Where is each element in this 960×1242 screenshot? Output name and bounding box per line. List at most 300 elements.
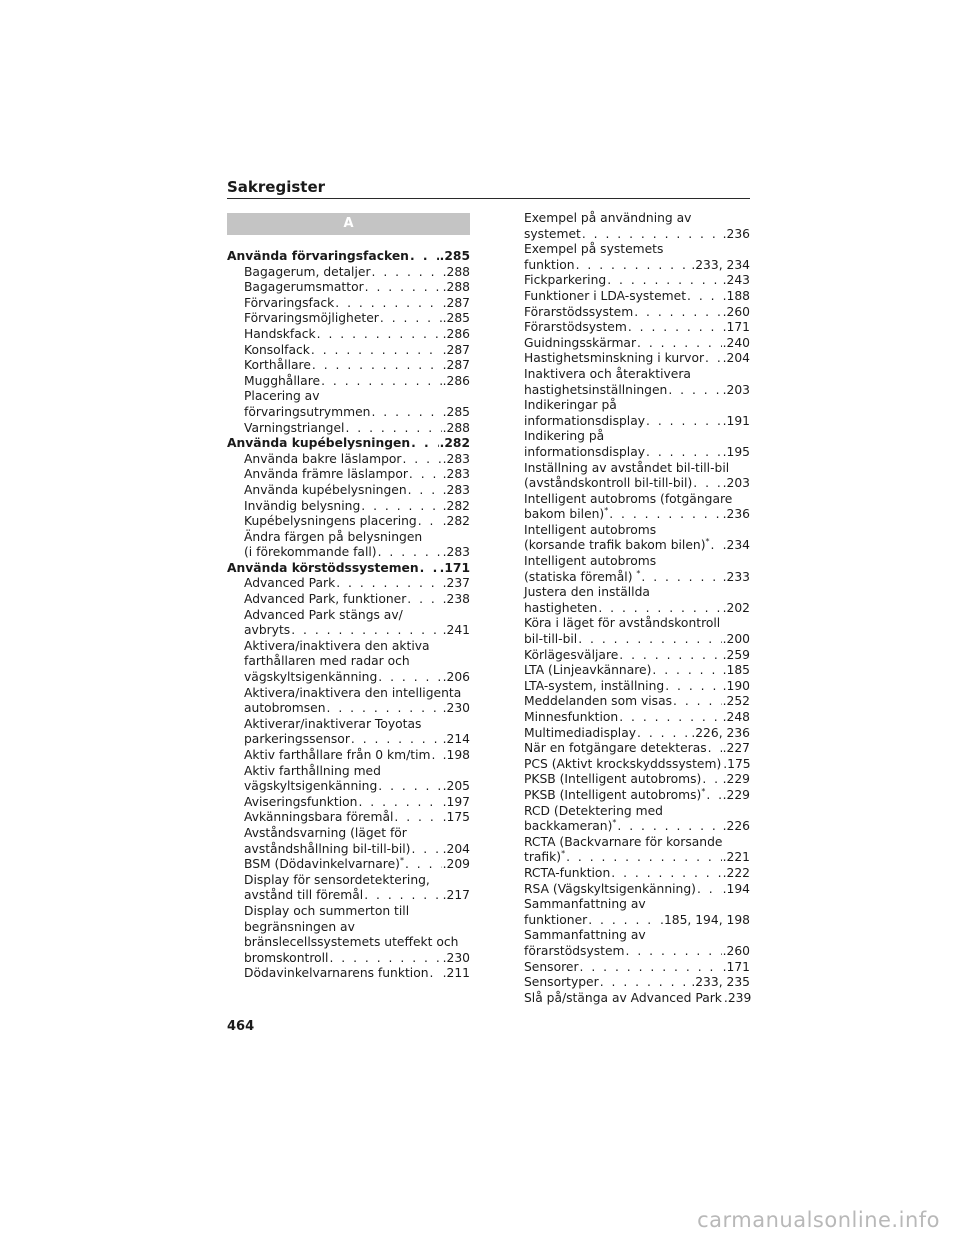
entry-text bbox=[244, 327, 316, 343]
footnote-marker: * bbox=[701, 786, 706, 796]
index-entry bbox=[227, 873, 470, 889]
index-entry bbox=[524, 710, 750, 726]
index-column-left bbox=[227, 249, 470, 982]
index-entry bbox=[524, 336, 750, 352]
index-entry bbox=[227, 530, 470, 546]
entry-text bbox=[524, 336, 636, 352]
entry-label: Slå på/stänga av Advanced Park bbox=[524, 990, 722, 1005]
entry-text bbox=[524, 991, 722, 1007]
entry-text bbox=[227, 436, 410, 452]
header-divider bbox=[227, 198, 750, 199]
index-column-right bbox=[524, 211, 750, 1006]
entry-label: LTA-system, inställning bbox=[524, 678, 665, 693]
entry-label: Aktiv farthållare från 0 km/tim bbox=[244, 748, 431, 762]
entry-text: bränslecellssystemets uteffekt och bbox=[244, 935, 459, 950]
dot-leader bbox=[687, 289, 722, 305]
entry-label: vägskyltsigenkänning bbox=[244, 670, 378, 685]
dot-leader bbox=[358, 795, 441, 811]
entry-text bbox=[244, 592, 406, 608]
entry-text: Inaktivera och återaktivera bbox=[524, 366, 691, 381]
entry-label: Körlägesväljare bbox=[524, 647, 619, 662]
index-entry bbox=[524, 258, 750, 274]
entry-text bbox=[524, 850, 565, 866]
entry-label: Bagagerum, detaljer bbox=[244, 264, 371, 279]
entry-text: Aktiv farthållning med bbox=[244, 763, 381, 778]
index-entry bbox=[227, 389, 470, 405]
entry-text bbox=[524, 819, 616, 835]
dot-leader bbox=[365, 280, 442, 296]
entry-text bbox=[524, 944, 625, 960]
entry-page-ref: .233, 234 bbox=[691, 257, 750, 272]
dot-leader bbox=[410, 249, 439, 265]
footnote-marker: * bbox=[561, 849, 566, 859]
dot-leader bbox=[311, 343, 442, 359]
index-entry bbox=[524, 694, 750, 710]
entry-text bbox=[524, 710, 618, 726]
entry-text bbox=[524, 694, 672, 710]
entry-text bbox=[244, 857, 404, 873]
entry-text bbox=[524, 648, 618, 664]
entry-label: Minnesfunktion bbox=[524, 710, 619, 724]
entry-page-ref: .203 bbox=[722, 476, 750, 491]
index-entry bbox=[227, 904, 470, 920]
entry-text bbox=[524, 258, 575, 274]
index-entry bbox=[227, 951, 470, 967]
section-letter-band: A bbox=[227, 213, 470, 235]
entry-page-ref: .285 bbox=[439, 249, 470, 263]
dot-leader bbox=[394, 810, 441, 826]
index-entry bbox=[227, 857, 470, 873]
entry-page-ref: .282 bbox=[439, 436, 470, 451]
entry-page-ref: .236 bbox=[722, 226, 750, 241]
entry-label: Multimediadisplay bbox=[524, 725, 637, 740]
entry-label: Använda kupébelysningen bbox=[244, 482, 407, 497]
dot-leader bbox=[705, 351, 722, 367]
entry-text bbox=[524, 414, 645, 430]
index-entry bbox=[524, 804, 750, 820]
footnote-marker: * bbox=[399, 856, 404, 866]
index-entry bbox=[524, 351, 750, 367]
index-entry bbox=[524, 632, 750, 648]
entry-label: Hastighetsminskning i kurvor bbox=[524, 351, 705, 366]
entry-page-ref: .175 bbox=[723, 756, 751, 771]
index-entry bbox=[524, 507, 750, 523]
index-entry bbox=[227, 467, 470, 483]
index-entry bbox=[524, 585, 750, 601]
entry-page-ref: .200 bbox=[722, 632, 750, 647]
footnote-marker: * bbox=[705, 537, 710, 547]
entry-text bbox=[524, 866, 610, 882]
index-entry bbox=[227, 670, 470, 686]
entry-label: avståndshållning bil-till-bil) bbox=[244, 841, 411, 856]
entry-label: förvaringsutrymmen bbox=[244, 404, 371, 419]
entry-label: PKSB (Intelligent autobroms) bbox=[524, 787, 702, 802]
index-entry bbox=[227, 701, 470, 717]
entry-label: Advanced Park bbox=[244, 576, 336, 591]
entry-text: Köra i läget för avståndskontroll bbox=[524, 616, 721, 631]
entry-label: RCTA-funktion bbox=[524, 865, 611, 880]
entry-page-ref: .171 bbox=[722, 320, 750, 335]
footnote-marker: * bbox=[612, 818, 617, 828]
entry-label: Varningstriangel bbox=[244, 420, 345, 435]
dot-leader bbox=[665, 679, 721, 695]
entry-page-ref: .243 bbox=[722, 273, 750, 288]
dot-leader bbox=[408, 483, 442, 499]
entry-label: Avkänningsbara föremål bbox=[244, 810, 394, 825]
entry-text bbox=[524, 960, 579, 976]
index-entry bbox=[227, 654, 470, 670]
entry-text bbox=[524, 757, 721, 773]
dot-leader bbox=[708, 741, 722, 757]
index-entry bbox=[524, 445, 750, 461]
entry-text bbox=[244, 810, 393, 826]
index-entry bbox=[524, 882, 750, 898]
entry-page-ref: .205 bbox=[442, 779, 470, 794]
entry-text bbox=[244, 888, 363, 904]
index-entry bbox=[524, 538, 750, 554]
index-entry bbox=[524, 944, 750, 960]
dot-leader bbox=[411, 842, 441, 858]
dot-leader bbox=[351, 732, 442, 748]
entry-page-ref: .288 bbox=[442, 264, 470, 279]
dot-leader bbox=[646, 445, 722, 461]
entry-page-ref: .283 bbox=[442, 482, 470, 497]
entry-text bbox=[244, 280, 364, 296]
watermark: carmanualsonline.info bbox=[697, 1208, 940, 1232]
entry-text bbox=[244, 966, 429, 982]
dot-leader bbox=[371, 405, 441, 421]
entry-page-ref: .194 bbox=[722, 881, 750, 896]
entry-label: Funktioner i LDA-systemet bbox=[524, 288, 687, 303]
dot-leader bbox=[706, 788, 721, 804]
entry-page-ref: .240 bbox=[722, 335, 750, 350]
dot-leader bbox=[430, 966, 442, 982]
index-entry bbox=[227, 779, 470, 795]
index-entry bbox=[524, 866, 750, 882]
entry-text: Indikering på bbox=[524, 429, 605, 444]
entry-label: Mugghållare bbox=[244, 373, 321, 388]
index-entry bbox=[227, 842, 470, 858]
entry-label: trafik) bbox=[524, 850, 562, 865]
entry-page-ref: .217 bbox=[442, 888, 470, 903]
dot-leader bbox=[617, 819, 721, 835]
entry-label: parkeringssensor bbox=[244, 732, 350, 747]
index-entry bbox=[524, 383, 750, 399]
dot-leader bbox=[361, 499, 441, 515]
index-entry bbox=[227, 296, 470, 312]
entry-page-ref: .175 bbox=[442, 810, 470, 825]
entry-page-ref: .285 bbox=[442, 311, 470, 326]
index-entry bbox=[227, 358, 470, 374]
entry-text: Aktivera/inaktivera den aktiva bbox=[244, 638, 430, 653]
entry-page-ref: .195 bbox=[722, 444, 750, 459]
index-entry bbox=[524, 476, 750, 492]
entry-page-ref: .248 bbox=[722, 710, 750, 724]
entry-page-ref: .252 bbox=[722, 694, 750, 709]
entry-label: Förvaringsmöjligheter bbox=[244, 311, 379, 326]
index-entry bbox=[524, 616, 750, 632]
entry-page-ref: .226 bbox=[722, 819, 750, 834]
entry-page-ref: .230 bbox=[442, 950, 470, 965]
dot-leader bbox=[637, 336, 722, 352]
entry-page-ref: .239 bbox=[723, 990, 752, 1005]
entry-text: RCTA (Backvarnare för korsande bbox=[524, 834, 723, 849]
dot-leader bbox=[609, 507, 721, 523]
index-entry bbox=[524, 242, 750, 258]
index-entry bbox=[227, 343, 470, 359]
entry-text: Intelligent autobroms (fotgängare bbox=[524, 491, 733, 506]
entry-page-ref: .206 bbox=[442, 670, 470, 685]
dot-leader bbox=[711, 538, 722, 554]
entry-page-ref: .197 bbox=[442, 794, 470, 809]
dot-leader bbox=[378, 545, 442, 561]
entry-page-ref: .214 bbox=[442, 732, 470, 747]
entry-label: förarstödsystem bbox=[524, 943, 625, 958]
entry-text bbox=[524, 289, 686, 305]
entry-text bbox=[524, 601, 597, 617]
dot-leader bbox=[619, 648, 721, 664]
index-entry bbox=[524, 928, 750, 944]
entry-text bbox=[244, 374, 320, 390]
index-entry bbox=[227, 327, 470, 343]
entry-text bbox=[524, 305, 633, 321]
index-entry bbox=[524, 726, 750, 742]
dot-leader bbox=[693, 476, 721, 492]
index-entry bbox=[524, 523, 750, 539]
entry-page-ref: .287 bbox=[442, 342, 470, 357]
entry-text bbox=[244, 951, 328, 967]
index-entry bbox=[524, 367, 750, 383]
dot-leader bbox=[364, 888, 441, 904]
index-entry bbox=[524, 461, 750, 477]
page-title: Sakregister bbox=[227, 178, 326, 196]
dot-leader bbox=[372, 265, 442, 281]
entry-label: avbryts bbox=[244, 623, 291, 638]
dot-leader bbox=[345, 421, 441, 437]
entry-page-ref: .283 bbox=[442, 545, 470, 560]
dot-leader bbox=[580, 960, 722, 976]
dot-leader bbox=[668, 383, 721, 399]
entry-label: Använda körstödssystemen bbox=[227, 560, 419, 575]
index-entry bbox=[227, 608, 470, 624]
entry-text bbox=[244, 670, 377, 686]
entry-text: Intelligent autobroms bbox=[524, 522, 657, 537]
dot-leader bbox=[611, 866, 721, 882]
entry-page-ref: .285 bbox=[442, 404, 470, 419]
entry-label: Sensorer bbox=[524, 959, 579, 974]
index-entry bbox=[524, 648, 750, 664]
entry-text bbox=[524, 507, 608, 523]
entry-page-ref: .188 bbox=[722, 288, 750, 303]
entry-text: Exempel på användning av bbox=[524, 211, 692, 225]
entry-text bbox=[244, 265, 371, 281]
dot-leader bbox=[652, 663, 721, 679]
entry-text bbox=[244, 701, 326, 717]
dot-leader bbox=[641, 570, 721, 586]
entry-label: Fickparkering bbox=[524, 273, 607, 288]
dot-leader bbox=[673, 694, 722, 710]
entry-label: När en fotgängare detekteras bbox=[524, 741, 707, 756]
entry-label: (statiska föremål) bbox=[524, 569, 637, 584]
index-entry bbox=[524, 835, 750, 851]
index-entry bbox=[524, 398, 750, 414]
entry-text bbox=[244, 452, 401, 468]
entry-label: backkameran) bbox=[524, 819, 613, 834]
entry-label: informationsdisplay bbox=[524, 444, 646, 459]
index-entry bbox=[524, 772, 750, 788]
entry-text bbox=[524, 320, 627, 336]
index-entry bbox=[524, 211, 750, 227]
entry-page-ref: .198 bbox=[442, 748, 470, 762]
entry-text: Sammanfattning av bbox=[524, 897, 646, 912]
entry-label: LTA (Linjeavkännare) bbox=[524, 663, 652, 678]
index-entry bbox=[524, 305, 750, 321]
entry-page-ref: .287 bbox=[442, 358, 470, 373]
entry-text bbox=[244, 514, 417, 530]
dot-leader bbox=[607, 273, 721, 289]
entry-page-ref: .283 bbox=[442, 451, 470, 466]
entry-label: Konsolfack bbox=[244, 342, 310, 357]
entry-text bbox=[524, 351, 704, 367]
index-entry bbox=[524, 991, 750, 1007]
dot-leader bbox=[378, 779, 441, 795]
entry-page-ref: .226, 236 bbox=[691, 725, 750, 740]
entry-page-ref: .236 bbox=[722, 507, 750, 522]
entry-page-ref: .286 bbox=[442, 373, 470, 388]
index-entry bbox=[227, 686, 470, 702]
dot-leader bbox=[321, 374, 442, 390]
entry-label: Förvaringsfack bbox=[244, 295, 335, 310]
entry-page-ref: .221 bbox=[722, 850, 750, 865]
entry-text: Inställning av avståndet bil-till-bil bbox=[524, 460, 730, 475]
entry-page-ref: .230 bbox=[442, 701, 470, 716]
dot-leader bbox=[598, 601, 721, 617]
entry-page-ref: .287 bbox=[442, 295, 470, 310]
index-entry bbox=[227, 764, 470, 780]
entry-page-ref: .260 bbox=[722, 943, 750, 958]
index-entry bbox=[524, 492, 750, 508]
dot-leader bbox=[566, 850, 722, 866]
entry-label: Bagagerumsmattor bbox=[244, 280, 364, 295]
entry-page-ref: .209 bbox=[442, 857, 470, 872]
index-entry bbox=[524, 913, 750, 929]
entry-text bbox=[524, 445, 645, 461]
index-entry bbox=[227, 810, 470, 826]
entry-label: Använda främre läslampor bbox=[244, 467, 408, 482]
entry-label: Korthållare bbox=[244, 358, 311, 373]
entry-label: informationsdisplay bbox=[524, 413, 646, 428]
entry-label: Advanced Park, funktioner bbox=[244, 592, 407, 607]
entry-page-ref: .190 bbox=[722, 678, 750, 693]
entry-text bbox=[524, 663, 651, 679]
dot-leader bbox=[582, 227, 722, 243]
entry-text bbox=[244, 358, 311, 374]
entry-label: Invändig belysning bbox=[244, 498, 361, 513]
entry-page-ref: .171 bbox=[439, 560, 470, 575]
entry-text: Display för sensordetektering, bbox=[244, 872, 430, 887]
entry-text bbox=[524, 273, 606, 289]
dot-leader bbox=[312, 358, 442, 374]
index-entry bbox=[227, 452, 470, 468]
entry-label: bromskontroll bbox=[244, 950, 329, 965]
index-entry bbox=[524, 289, 750, 305]
dot-leader bbox=[634, 305, 721, 321]
entry-label: systemet bbox=[524, 226, 581, 241]
index-entry bbox=[524, 679, 750, 695]
index-entry bbox=[227, 483, 470, 499]
entry-page-ref: .233, 235 bbox=[691, 975, 750, 990]
entry-page-ref: .288 bbox=[442, 420, 470, 435]
dot-leader bbox=[378, 670, 441, 686]
entry-text: Indikeringar på bbox=[524, 398, 617, 413]
entry-text: Exempel på systemets bbox=[524, 242, 664, 257]
entry-label: PCS (Aktivt krockskyddssystem) bbox=[524, 756, 722, 771]
dot-leader bbox=[578, 632, 721, 648]
entry-label: (avståndskontroll bil-till-bil) bbox=[524, 476, 693, 491]
index-entry bbox=[227, 748, 470, 764]
entry-label: Kupébelysningens placering bbox=[244, 514, 417, 529]
entry-text bbox=[244, 296, 334, 312]
dot-leader bbox=[646, 414, 722, 430]
entry-text bbox=[244, 545, 377, 561]
index-entry bbox=[227, 280, 470, 296]
entry-text bbox=[524, 227, 581, 243]
entry-text bbox=[524, 726, 636, 742]
dot-leader bbox=[402, 452, 441, 468]
entry-text bbox=[524, 788, 705, 804]
entry-label: hastighetsinställningen bbox=[524, 382, 668, 397]
entry-text bbox=[524, 632, 577, 648]
dot-leader bbox=[637, 726, 690, 742]
index-entry bbox=[524, 788, 750, 804]
entry-text bbox=[244, 405, 370, 421]
dot-leader bbox=[327, 701, 442, 717]
dot-leader bbox=[697, 882, 722, 898]
dot-leader bbox=[576, 258, 691, 274]
index-entry bbox=[227, 311, 470, 327]
entry-page-ref: .286 bbox=[442, 326, 470, 341]
index-entry bbox=[227, 561, 470, 577]
dot-leader bbox=[336, 576, 441, 592]
entry-text bbox=[227, 249, 409, 265]
dot-leader bbox=[418, 514, 442, 530]
entry-text: Aktiverar/inaktiverar Toyotas bbox=[244, 716, 422, 731]
entry-text bbox=[524, 679, 664, 695]
entry-text: Ändra färgen på belysningen bbox=[244, 529, 423, 544]
entry-label: funktioner bbox=[524, 912, 588, 927]
entry-text: Sammanfattning av bbox=[524, 928, 646, 943]
footnote-marker: * bbox=[604, 506, 609, 516]
entry-text bbox=[244, 343, 310, 359]
entry-text: Justera den inställda bbox=[524, 585, 650, 600]
entry-page-ref: .202 bbox=[722, 600, 750, 615]
entry-text: Display och summerton till bbox=[244, 903, 410, 918]
entry-text bbox=[524, 882, 696, 898]
entry-label: vägskyltsigenkänning bbox=[244, 779, 378, 794]
entry-label: Sensortyper bbox=[524, 975, 599, 990]
entry-text bbox=[524, 772, 701, 788]
entry-label: Guidningsskärmar bbox=[524, 335, 637, 350]
dot-leader bbox=[702, 772, 721, 788]
entry-text bbox=[244, 576, 335, 592]
index-entry bbox=[524, 850, 750, 866]
entry-label: Förarstödssystem bbox=[524, 304, 634, 319]
index-entry bbox=[227, 966, 470, 982]
entry-page-ref: .185 bbox=[722, 663, 750, 678]
index-entry bbox=[524, 975, 750, 991]
entry-text: farthållaren med radar och bbox=[244, 654, 410, 669]
entry-label: hastigheten bbox=[524, 600, 598, 615]
